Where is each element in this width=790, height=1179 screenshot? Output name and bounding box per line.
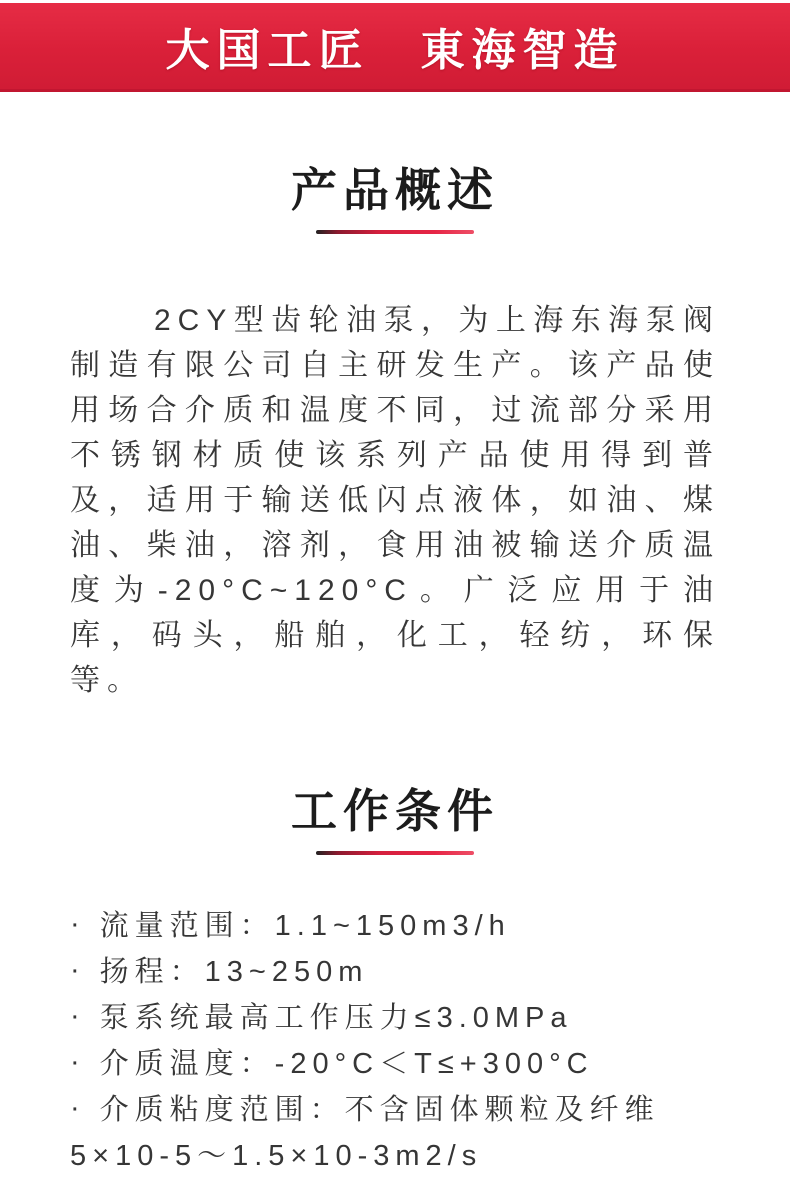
bullet-dot: · <box>70 954 86 986</box>
list-item-text: 流量范围：1.1~150m3/h <box>99 910 511 942</box>
title-underline <box>316 851 474 855</box>
list-item-text: 介质温度：-20°C＜T≤+300°C <box>99 1048 594 1080</box>
page <box>0 3 790 1172</box>
bullet-dot: · <box>70 908 86 940</box>
section-title-working-conditions: 工作条件 <box>291 785 499 837</box>
list-item-text-continuation: 5×10-5～1.5×10-3m2/s <box>70 1140 483 1172</box>
section-product-overview <box>0 164 790 703</box>
list-item <box>70 903 722 949</box>
list-item-text: 介质粘度范围：不含固体颗粒及纤维 <box>99 1094 660 1126</box>
list-item <box>70 1041 722 1087</box>
list-item-text: 泵系统最高工作压力≤3.0MPa <box>99 1002 573 1034</box>
list-item <box>70 1087 722 1179</box>
banner <box>0 3 790 92</box>
list-item <box>70 995 722 1041</box>
title-underline <box>316 230 474 234</box>
banner-title: 大国工匠 東海智造 <box>165 26 625 75</box>
section-working-conditions <box>0 785 790 1179</box>
section-title-product-overview: 产品概述 <box>291 164 499 216</box>
overview-paragraph: 2CY型齿轮油泵，为上海东海泵阀制造有限公司自主研发生产。该产品使用场合介质和温度不同，过流部分采用不锈钢材质使该系列产品使用得到普及，适用于输送低闪点液体，如油、煤油、柴油，溶剂，食用油被输送介质温度为-20°C~120°C。广泛应用于油库，码头，船舶，化工，轻纺，环保等。 <box>70 304 720 697</box>
bullet-dot: · <box>70 1000 86 1032</box>
bullet-dot: · <box>70 1046 86 1078</box>
bullet-dot: · <box>70 1092 86 1124</box>
list-item-text: 扬程：13~250m <box>99 956 369 988</box>
list-item <box>70 949 722 995</box>
conditions-list <box>70 903 722 1179</box>
